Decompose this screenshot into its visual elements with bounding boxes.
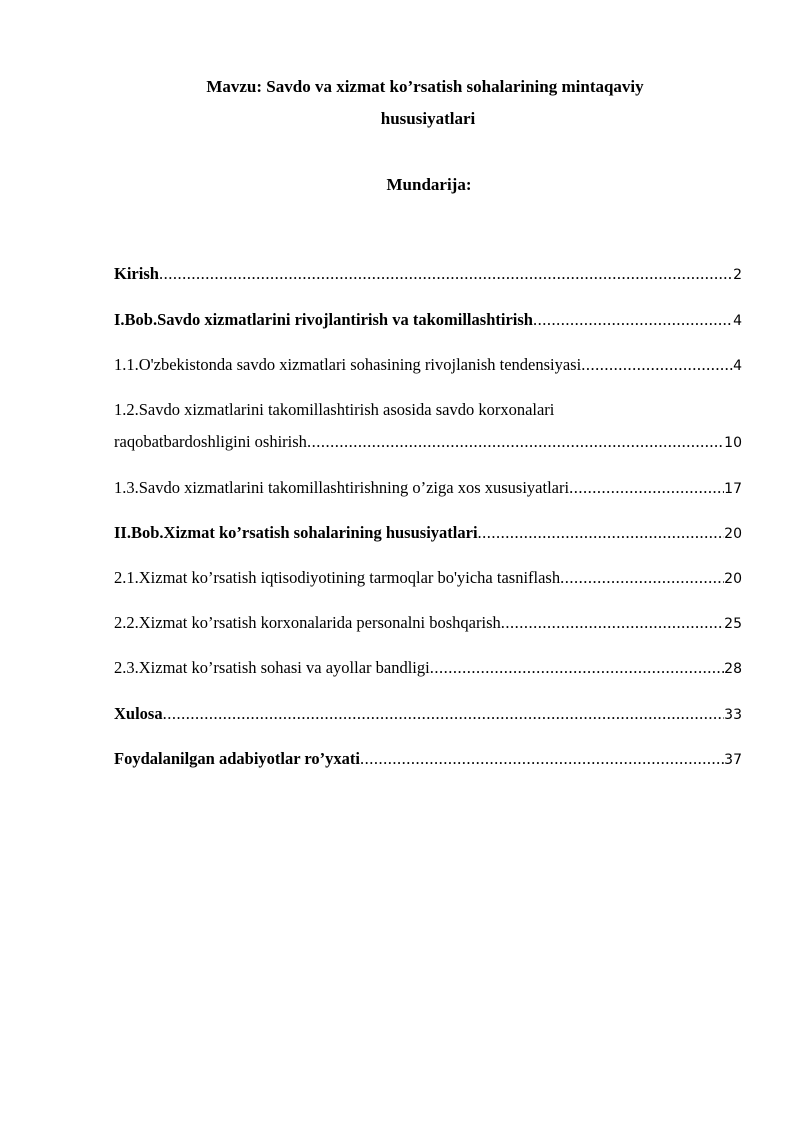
toc-page-number: 20 — [724, 571, 742, 587]
toc-entry-text: 2.1.Xizmat ko’rsatish iqtisodiyotining tarmoqlar bo'yicha tasniflash — [114, 568, 561, 587]
toc-leader-dots — [533, 310, 733, 330]
toc-page-number: 10 — [724, 435, 742, 451]
toc-entry-bibliography — [114, 749, 742, 770]
toc-entry-text: Kirish — [114, 264, 159, 283]
toc-entry-2-2 — [114, 613, 742, 634]
toc-page-number: 2 — [733, 267, 742, 283]
toc-page-number: 20 — [724, 526, 742, 542]
toc-entry-kirish — [114, 264, 742, 285]
toc-entry-text: 2.2.Xizmat ko’rsatish korxonalarida personalni boshqarish — [114, 613, 501, 632]
toc-leader-dots — [560, 568, 724, 588]
toc-entry-text: 1.1.O'zbekistonda savdo xizmatlari sohasining rivojlanish tendensiyasi — [114, 355, 582, 374]
toc-entry-text: Xulosa — [114, 704, 163, 723]
toc-entry-xulosa — [114, 704, 742, 725]
document-title-line-2: hususiyatlari — [380, 109, 476, 128]
toc-page-number: 4 — [733, 358, 742, 374]
toc-entry-1-3 — [114, 478, 742, 499]
toc-leader-dots — [501, 613, 724, 633]
toc-entry-chapter-1 — [114, 310, 742, 331]
toc-leader-dots — [163, 704, 725, 724]
toc-entry-text: I.Bob.Savdo xizmatlarini rivojlantirish va takomillashtirish — [114, 310, 533, 329]
toc-page-number: 25 — [724, 616, 742, 632]
toc-leader-dots — [581, 355, 733, 375]
toc-page-number: 28 — [724, 661, 742, 677]
toc-leader-dots — [360, 749, 724, 769]
toc-entry-1-1 — [114, 355, 742, 376]
toc-entry-text: 1.3.Savdo xizmatlarini takomillashtirishning o’ziga xos xususiyatlari — [114, 478, 570, 497]
toc-leader-dots — [159, 264, 733, 284]
toc-entry-2-3 — [114, 658, 742, 679]
toc-entry-text-line-1: 1.2.Savdo xizmatlarini takomillashtirish asosida savdo korxonalari — [114, 400, 555, 419]
toc-page-number: 37 — [724, 752, 742, 768]
toc-leader-dots — [478, 523, 725, 543]
toc-entry-text: raqobatbardoshligini oshirish — [114, 432, 307, 451]
toc-leader-dots — [307, 432, 724, 452]
toc-entry-2-1 — [114, 568, 742, 589]
document-title-line-1: Mavzu: Savdo va xizmat ko’rsatish sohalarining mintaqaviy — [206, 77, 644, 96]
toc-page-number: 33 — [724, 707, 742, 723]
toc-entry-chapter-2 — [114, 523, 742, 544]
toc-heading: Mundarija: — [386, 175, 472, 194]
toc-entry-text: II.Bob.Xizmat ko’rsatish sohalarining hususiyatlari — [114, 523, 478, 542]
toc-leader-dots — [569, 478, 724, 498]
toc-entry-text: 2.3.Xizmat ko’rsatish sohasi va ayollar bandligi — [114, 658, 430, 677]
toc-entry-1-2 — [114, 400, 742, 453]
toc-page-number: 4 — [733, 313, 742, 329]
toc-entry-text: Foydalanilgan adabiyotlar ro’yxati — [114, 749, 361, 768]
toc-leader-dots — [430, 658, 724, 678]
toc-page-number: 17 — [724, 481, 742, 497]
